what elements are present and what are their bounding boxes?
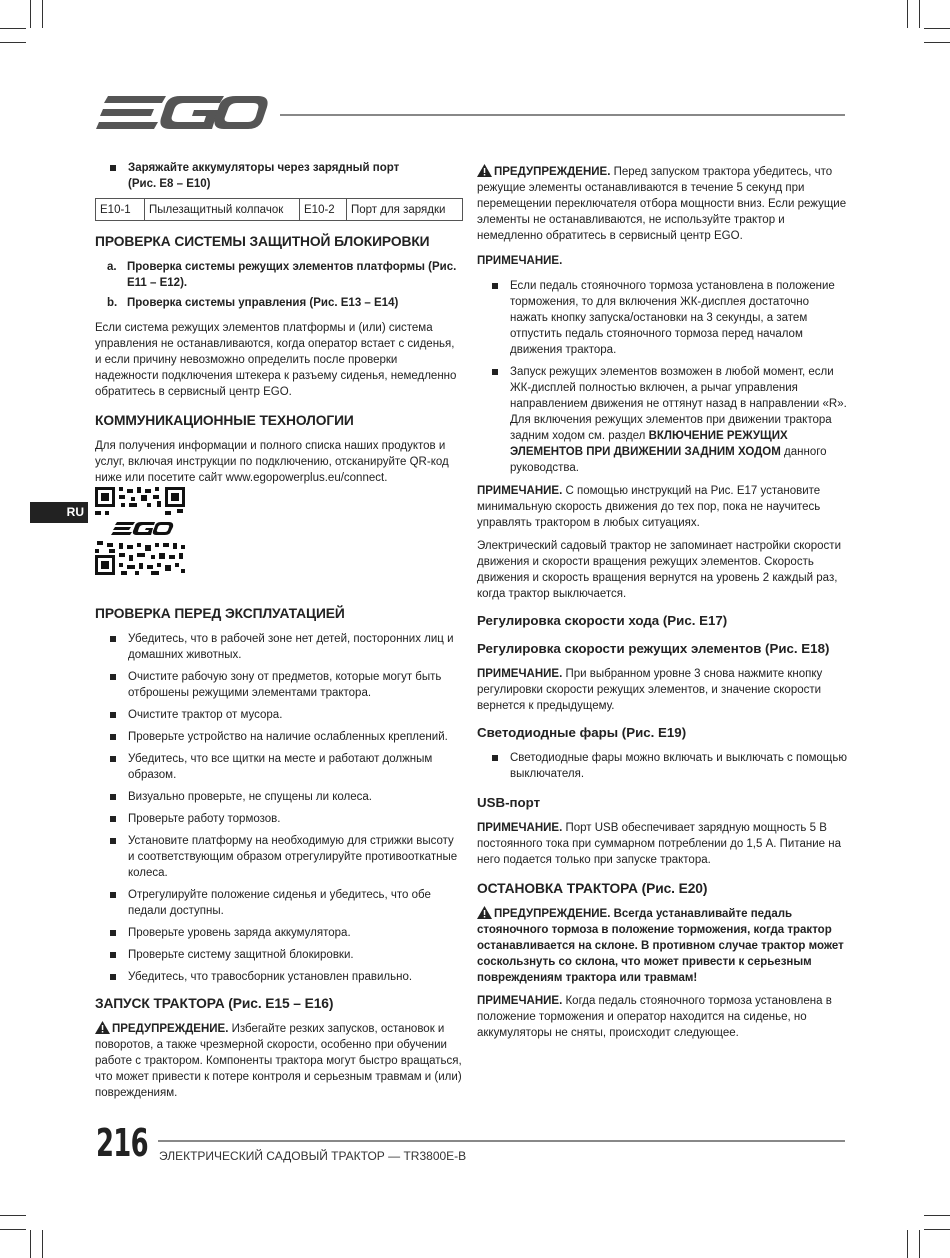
list-item: Убедитесь, что в рабочей зоне нет детей, посторонних лиц и домашних животных. — [95, 631, 463, 663]
start-heading: ЗАПУСК ТРАКТОРА (Рис. E15 – E16) — [95, 996, 334, 1011]
right-column — [477, 164, 847, 1048]
warning-triangle-icon — [95, 1021, 110, 1034]
list-item: Проверьте систему защитной блокировки. — [95, 947, 463, 963]
warning-triangle-icon — [477, 906, 492, 919]
note-label: ПРИМЕЧАНИЕ. — [477, 822, 563, 834]
crop-mark — [0, 1215, 26, 1216]
list-item: Очистите рабочую зону от предметов, которые могут быть отброшены режущими элементами трактора. — [95, 669, 463, 701]
crop-mark — [42, 0, 43, 28]
warning-label: ПРЕДУПРЕЖДЕНИЕ. — [494, 166, 611, 178]
note-usb — [477, 820, 847, 868]
list-item: Установите платформу на необходимую для стрижки высоту и соответствующим образом отрегулируйте противооткатные колеса. — [95, 833, 463, 881]
part-name: Пылезащитный колпачок — [145, 199, 300, 221]
warning-text: Перед запуском трактора убедитесь, что режущие элементы останавливаются в течение 5 секунд при перемещении переключателя отбора мощности вниз. Если режущие элементы не останавливаются, не используйте трактор и немедленно обратитесь в сервисный центр EGO. — [477, 166, 847, 242]
crop-mark — [0, 1229, 26, 1230]
usb-heading: USB-порт — [477, 795, 541, 810]
charge-bullet-line1: Заряжайте аккумуляторы через зарядный порт — [128, 162, 400, 174]
list-item: Проверьте устройство на наличие ослабленных креплений. — [95, 729, 463, 745]
note-label: ПРИМЕЧАНИЕ. — [477, 668, 563, 680]
list-item: Проверьте уровень заряда аккумулятора. — [95, 925, 463, 941]
parts-table — [95, 198, 463, 221]
list-item: Проверьте работу тормозов. — [95, 811, 463, 827]
stop-heading: ОСТАНОВКА ТРАКТОРА (Рис. E20) — [477, 881, 708, 896]
step-number: b. — [107, 297, 118, 309]
interlock-step — [95, 295, 463, 311]
list-item: Убедитесь, что травосборник установлен правильно. — [95, 969, 463, 985]
note-text: Порт USB обеспечивает зарядную мощность 5 В постоянного тока при суммарном потреблении до 1,5 А. Питание на него подается только при запуске трактора. — [477, 822, 841, 866]
note-text: При выбранном уровне 3 снова нажмите кнопку регулировки скорости режущих элементов, и значение скорости вернется к предыдущему. — [477, 668, 823, 712]
interlock-heading: ПРОВЕРКА СИСТЕМЫ ЗАЩИТНОЙ БЛОКИРОВКИ — [95, 234, 430, 249]
list-item: Светодиодные фары можно включать и выключать с помощью выключателя. — [477, 750, 847, 782]
note-list — [477, 278, 847, 476]
blade-speed-heading: Регулировка скорости режущих элементов (Рис. E18) — [477, 641, 830, 656]
start-warning — [95, 1021, 463, 1101]
warning-label: ПРЕДУПРЕЖДЕНИЕ. — [494, 908, 611, 920]
list-item — [477, 364, 847, 476]
note-label: ПРИМЕЧАНИЕ. — [477, 485, 563, 497]
crop-mark — [0, 42, 26, 43]
ego-logo — [96, 94, 268, 139]
note-blade — [477, 666, 847, 714]
comm-heading: КОММУНИКАЦИОННЫЕ ТЕХНОЛОГИИ — [95, 413, 354, 428]
language-tab: RU — [30, 502, 88, 523]
note-stop — [477, 993, 847, 1041]
note-speed — [477, 483, 847, 531]
note-item2-text: Запуск режущих элементов возможен в любой момент, если ЖК-дисплей полностью включен, а рычаг управления направлением движения не оттянут назад в направлении «R». Для включения режущих элементов при движении трактора задним ходом см. раздел — [510, 366, 847, 442]
crop-mark — [919, 1230, 920, 1258]
note-heading: ПРИМЕЧАНИЕ. — [477, 255, 563, 267]
crop-mark — [924, 42, 950, 43]
qr-code-icon[interactable] — [95, 487, 185, 575]
note-text: С помощью инструкций на Рис. E17 установите минимальную скорость движения до тех пор, пока не научитесь управлять трактором в любых ситуациях. — [477, 485, 821, 529]
table-row — [96, 199, 463, 221]
note-text: Когда педаль стояночного тормоза установлена в положение торможения и оператор находится на сиденье, но аккумуляторы не сняты, происходит следующее. — [477, 995, 832, 1039]
part-name: Порт для зарядки — [347, 199, 463, 221]
crop-mark — [0, 28, 26, 29]
precheck-heading: ПРОВЕРКА ПЕРЕД ЭКСПЛУАТАЦИЕЙ — [95, 606, 345, 621]
part-code: E10-2 — [300, 199, 347, 221]
note-item2-tail: данного руководства. — [510, 446, 827, 474]
warning-triangle-icon — [477, 164, 492, 177]
crop-mark — [924, 1215, 950, 1216]
crop-mark — [30, 1230, 31, 1258]
crop-mark — [919, 0, 920, 28]
crop-mark — [907, 1230, 908, 1258]
memory-paragraph: Электрический садовый трактор не запоминает настройки скорости движения и скорости вращения режущих элементов. Скорость движения и скорость вращения вернутся на уровень 2 каждый раз, когда трактор выключается. — [477, 540, 841, 600]
speed-heading: Регулировка скорости хода (Рис. E17) — [477, 613, 728, 628]
header-rule — [280, 114, 845, 116]
list-item: Очистите трактор от мусора. — [95, 707, 463, 723]
step-text: Проверка системы управления (Рис. E13 – E14) — [127, 297, 399, 309]
step-text: Проверка системы режущих элементов платформы (Рис. E11 – E12). — [127, 261, 457, 289]
charge-bullet — [95, 160, 463, 192]
section-reference: ВКЛЮЧЕНИЕ РЕЖУЩИХ ЭЛЕМЕНТОВ ПРИ ДВИЖЕНИИ ЗАДНИМ ХОДОМ — [510, 430, 788, 458]
warning-text: Избегайте резких запусков, остановок и поворотов, а также чрезмерной скорости, особенно при обучении работе с трактором. Компоненты трактора могут быстро вращаться, что может привести к потере контроля и серьезным травмам и (или) повреждениям. — [95, 1023, 462, 1099]
warning-label: ПРЕДУПРЕЖДЕНИЕ. — [112, 1023, 229, 1035]
page-number: 216 — [96, 1121, 148, 1165]
list-item: Убедитесь, что все щитки на месте и работают должным образом. — [95, 751, 463, 783]
charge-bullet-line2: (Рис. E8 – E10) — [128, 178, 211, 190]
step-number: a. — [107, 261, 117, 273]
interlock-paragraph: Если система режущих элементов платформы и (или) система управления не останавливаются, когда оператор встает с сиденья, и если причину невозможно определить после проверки надежности подключения штекера к разъему сиденья, немедленно обратитесь в сервисный центр EGO. — [95, 322, 457, 398]
left-column — [95, 160, 463, 1108]
stop-warning — [477, 906, 847, 986]
crop-mark — [924, 28, 950, 29]
warning-text: Всегда устанавливайте педаль стояночного тормоза в положение торможения, когда трактор останавливается на склоне. В противном случае трактор может соскользнуть со склона, что может привести к серьезным повреждениям трактора или травмам! — [477, 908, 844, 984]
note-label: ПРИМЕЧАНИЕ. — [477, 995, 563, 1007]
crop-mark — [907, 0, 908, 28]
footer-rule — [158, 1140, 845, 1142]
part-code: E10-1 — [96, 199, 145, 221]
led-list — [477, 750, 847, 782]
list-item: Отрегулируйте положение сиденья и убедитесь, что обе педали доступны. — [95, 887, 463, 919]
list-item: Если педаль стояночного тормоза установлена в положение торможения, то для включения ЖК-дисплея достаточно нажать кнопку запуска/остановки на 3 секунды, а затем отпустить педаль стояночного тормоза перед началом движения трактора. — [477, 278, 847, 358]
crop-mark — [42, 1230, 43, 1258]
footer-title: ЭЛЕКТРИЧЕСКИЙ САДОВЫЙ ТРАКТОР — TR3800E-B — [159, 1149, 467, 1163]
crop-mark — [924, 1229, 950, 1230]
crop-mark — [30, 0, 31, 28]
precheck-list — [95, 631, 463, 985]
list-item: Визуально проверьте, не спущены ли колеса. — [95, 789, 463, 805]
led-heading: Светодиодные фары (Рис. E19) — [477, 725, 687, 740]
start-safety-warning — [477, 164, 847, 244]
comm-paragraph: Для получения информации и полного списка наших продуктов и услуг, включая инструкции по подключению, отсканируйте QR-код ниже или посетите сайт www.egopowerplus.eu/connect. — [95, 440, 449, 484]
interlock-step — [95, 259, 463, 291]
